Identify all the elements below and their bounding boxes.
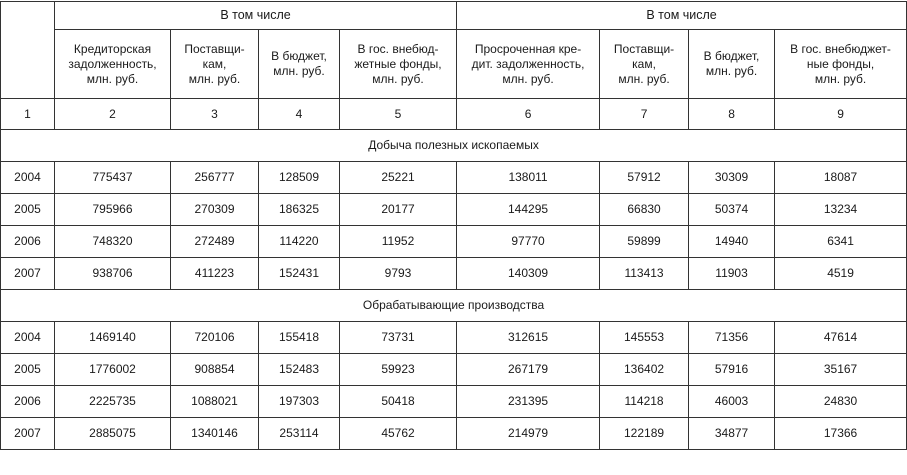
value-cell: 186325 [259, 194, 340, 226]
section-title: Добыча полезных ископаемых [1, 130, 907, 162]
col-header-line: млн. руб. [86, 71, 139, 86]
value-cell: 13234 [775, 194, 907, 226]
col-header-line: В гос. внебюджет- [790, 41, 891, 56]
column-number-row [1, 99, 907, 130]
section-header-row [1, 130, 907, 162]
value-cell: 114220 [259, 226, 340, 258]
year-cell: 2006 [1, 226, 55, 258]
value-cell: 57912 [600, 162, 689, 194]
statistics-table [0, 1, 907, 450]
value-cell: 34877 [689, 418, 775, 450]
value-cell: 30309 [689, 162, 775, 194]
value-cell: 9793 [340, 258, 457, 290]
col-header-line: В бюджет, [703, 49, 760, 63]
col-header-line: Просроченная кре- [474, 41, 582, 56]
value-cell: 145553 [600, 322, 689, 354]
value-cell: 113413 [600, 258, 689, 290]
value-cell: 411223 [171, 258, 259, 290]
col-header-line: жетные фонды, [354, 56, 442, 71]
header-group-right: В том числе [457, 2, 907, 30]
value-cell: 59899 [600, 226, 689, 258]
column-number: 1 [1, 99, 55, 130]
value-cell: 214979 [457, 418, 600, 450]
col-header-line: Поставщи- [184, 41, 245, 56]
value-cell: 138011 [457, 162, 600, 194]
value-cell: 71356 [689, 322, 775, 354]
value-cell: 11952 [340, 226, 457, 258]
value-cell: 908854 [171, 354, 259, 386]
col-header-line: задолженность, [68, 56, 157, 71]
table-row [1, 162, 907, 194]
col-header-line: дит. задолженность, [471, 56, 585, 71]
col-header-overdue-payables [457, 30, 600, 99]
value-cell: 73731 [340, 322, 457, 354]
table-row [1, 258, 907, 290]
value-cell: 4519 [775, 258, 907, 290]
col-header-overdue-budget [689, 30, 775, 99]
year-cell: 2007 [1, 258, 55, 290]
value-cell: 231395 [457, 386, 600, 418]
value-cell: 50418 [340, 386, 457, 418]
value-cell: 114218 [600, 386, 689, 418]
header-columns-row [1, 30, 907, 99]
col-header-overdue-suppliers [600, 30, 689, 99]
value-cell: 59923 [340, 354, 457, 386]
value-cell: 24830 [775, 386, 907, 418]
column-number: 5 [340, 99, 457, 130]
column-number: 9 [775, 99, 907, 130]
table-row [1, 354, 907, 386]
value-cell: 47614 [775, 322, 907, 354]
section-header-row [1, 290, 907, 322]
header-group-left: В том числе [55, 2, 457, 30]
column-number: 8 [689, 99, 775, 130]
value-cell: 1088021 [171, 386, 259, 418]
col-header-line: млн. руб. [273, 64, 325, 78]
col-header-line: млн. руб. [188, 71, 241, 86]
col-header-suppliers [171, 30, 259, 99]
value-cell: 25221 [340, 162, 457, 194]
col-header-line: ные фонды, [806, 56, 875, 71]
value-cell: 795966 [55, 194, 171, 226]
value-cell: 152431 [259, 258, 340, 290]
column-number: 6 [457, 99, 600, 130]
col-header-line: млн. руб. [814, 71, 867, 86]
value-cell: 97770 [457, 226, 600, 258]
value-cell: 748320 [55, 226, 171, 258]
column-number: 2 [55, 99, 171, 130]
value-cell: 136402 [600, 354, 689, 386]
value-cell: 6341 [775, 226, 907, 258]
value-cell: 144295 [457, 194, 600, 226]
value-cell: 253114 [259, 418, 340, 450]
year-cell: 2005 [1, 194, 55, 226]
table-row [1, 418, 907, 450]
value-cell: 775437 [55, 162, 171, 194]
value-cell: 14940 [689, 226, 775, 258]
col-header-line: кам, [202, 56, 227, 71]
value-cell: 152483 [259, 354, 340, 386]
year-cell: 2006 [1, 386, 55, 418]
value-cell: 256777 [171, 162, 259, 194]
column-number: 7 [600, 99, 689, 130]
value-cell: 122189 [600, 418, 689, 450]
value-cell: 312615 [457, 322, 600, 354]
value-cell: 1340146 [171, 418, 259, 450]
value-cell: 66830 [600, 194, 689, 226]
value-cell: 50374 [689, 194, 775, 226]
value-cell: 2885075 [55, 418, 171, 450]
value-cell: 11903 [689, 258, 775, 290]
value-cell: 20177 [340, 194, 457, 226]
year-cell: 2007 [1, 418, 55, 450]
col-header-line: Поставщи- [613, 41, 675, 56]
value-cell: 140309 [457, 258, 600, 290]
column-number: 4 [259, 99, 340, 130]
header-group-row [1, 2, 907, 30]
table-row [1, 226, 907, 258]
col-header-line: В бюджет, [271, 49, 327, 63]
value-cell: 272489 [171, 226, 259, 258]
col-header-overdue-offbudget-funds [775, 30, 907, 99]
value-cell: 267179 [457, 354, 600, 386]
section-title: Обрабатывающие производства [1, 290, 907, 322]
col-header-line: млн. руб. [372, 71, 424, 86]
value-cell: 938706 [55, 258, 171, 290]
value-cell: 270309 [171, 194, 259, 226]
col-header-budget [259, 30, 340, 99]
col-header-line: млн. руб. [705, 64, 758, 78]
year-cell: 2005 [1, 354, 55, 386]
value-cell: 18087 [775, 162, 907, 194]
year-cell: 2004 [1, 322, 55, 354]
value-cell: 128509 [259, 162, 340, 194]
col-header-line: кам, [632, 56, 656, 71]
table-row [1, 194, 907, 226]
value-cell: 1776002 [55, 354, 171, 386]
value-cell: 1469140 [55, 322, 171, 354]
value-cell: 197303 [259, 386, 340, 418]
year-cell: 2004 [1, 162, 55, 194]
table-row [1, 386, 907, 418]
value-cell: 46003 [689, 386, 775, 418]
column-number: 3 [171, 99, 259, 130]
table-row [1, 322, 907, 354]
value-cell: 2225735 [55, 386, 171, 418]
col-header-line: млн. руб. [618, 71, 670, 86]
col-header-line: млн. руб. [502, 71, 554, 86]
col-header-offbudget-funds [340, 30, 457, 99]
value-cell: 45762 [340, 418, 457, 450]
col-header-line: В гос. внебюд- [357, 41, 439, 56]
value-cell: 57916 [689, 354, 775, 386]
header-corner-cell [1, 2, 55, 99]
value-cell: 17366 [775, 418, 907, 450]
value-cell: 155418 [259, 322, 340, 354]
value-cell: 720106 [171, 322, 259, 354]
col-header-total-payables [55, 30, 171, 99]
value-cell: 35167 [775, 354, 907, 386]
col-header-line: Кредиторская [73, 41, 152, 56]
